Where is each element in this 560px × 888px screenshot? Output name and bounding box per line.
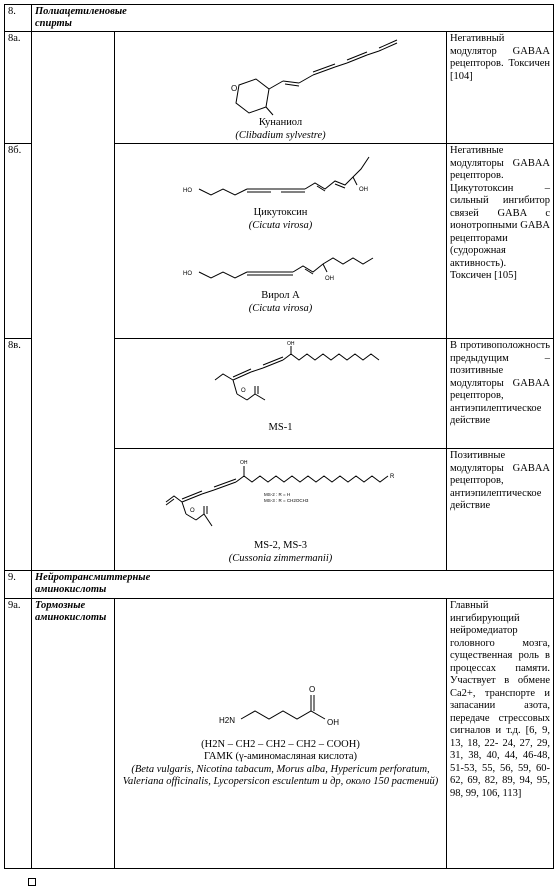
hydroxyl-label: OH (239, 460, 247, 466)
r-group-label: R (389, 474, 394, 480)
structure-cell (115, 144, 447, 339)
row-number: 8а. (5, 32, 32, 144)
carbonyl-label: O (308, 684, 315, 694)
section-number: 8. (5, 5, 32, 32)
virol-a-structure (181, 232, 381, 290)
paragraph-anchor-icon (28, 878, 36, 886)
gaba-formula: (H2N – CH2 – CH2 – CH2 – COOH) (201, 738, 360, 750)
section-title: Нейротрансмиттерные аминокислоты (35, 572, 151, 595)
description-cell: Главный ингибирующий нейромедиатор головного мозга, существенная роль в процессах памяти. Участвует в обмене Ca2+, транспорте и запасании азота, передаче стрессовых сигналов и т.д. [6, 9, 13, 18, 22- 24, 27, 29, 31, 38, 40, 44, 46-48, 51-53, 55, 56, 59, 60-62, 69, 82, 89, 94, 95, 98, 99, 106, 113] (447, 599, 554, 869)
row-number: 9а. (5, 599, 32, 869)
svg-text:O: O (240, 388, 246, 394)
plant-source: (Cicuta virosa) (248, 219, 313, 231)
gaba-structure (201, 679, 361, 739)
structure-cell (115, 32, 447, 144)
hydroxyl-label: OH (286, 341, 294, 347)
section-number: 9. (5, 571, 32, 599)
compound-name: Кунаниол (258, 117, 303, 128)
section-title: Полиацетиленовые спирты (35, 6, 127, 29)
structure-legend: MS-2 : R = H (263, 492, 290, 497)
row-number: 8б. (5, 144, 32, 339)
cicutoxin-structure (181, 145, 381, 207)
description-cell: В противоположность предыдущим – позитивные модуляторы GABAA рецепторов, антиэпилептическое действие (447, 339, 554, 449)
svg-text:O: O (230, 84, 237, 93)
section-row-8 (5, 5, 554, 32)
hydroxyl-label: OH (358, 187, 368, 193)
structure-cell (115, 339, 447, 449)
table-row-8a (5, 32, 554, 144)
plant-source: (Cicuta virosa) (248, 302, 313, 314)
hydroxyl-label: OH (326, 717, 339, 727)
structure-cell (115, 449, 447, 571)
compound-name: Вирол А (261, 290, 300, 301)
compound-name: MS-1 (268, 422, 293, 433)
compound-name: ГАМК (γ-аминомасляная кислота) (203, 751, 357, 762)
compound-name: Цикутоксин (253, 207, 308, 218)
ms2-ms3-structure (156, 450, 406, 540)
description-cell: Негативный модулятор GABAA рецепторов. Токсичен [104] (447, 32, 554, 144)
structure-cell (115, 599, 447, 869)
svg-text:O: O (189, 508, 195, 514)
plant-source: (Clibadium sylvestre) (235, 129, 326, 141)
kunaniol-structure (161, 33, 401, 117)
plant-source: (Cussonia zimmermanii) (228, 552, 333, 564)
group-title: Тормозные аминокислоты (35, 600, 107, 623)
section-row-9 (5, 571, 554, 599)
description-cell: Позитивные модуляторы GABAA рецепторов, антиэпилептическое действие (447, 449, 554, 571)
hydroxyl-label: HO (182, 188, 192, 194)
hydroxyl-label: HO (182, 271, 192, 277)
plant-sources: (Beta vulgaris, Nicotina tabacum, Morus alba, Hypericum perforatum, Valeriana officinalis, Lycopersicon esculentum и др, около 150 растений) (122, 763, 439, 787)
compound-name: MS-2, MS-3 (253, 540, 308, 551)
ms1-structure (171, 340, 391, 422)
hydroxyl-label: OH (324, 276, 334, 282)
amine-label: H2N (218, 715, 235, 725)
description-cell: Негативные модуляторы GABAA рецепторов. Цикутотоксин – сильный ингибитор связей GABA с ионотропными GABA рецепторами (судорожная активность). Токсичен [105] (447, 144, 554, 339)
row-number: 8в. (5, 339, 32, 571)
group-cell-empty (32, 32, 115, 571)
structure-legend: MS-3 : R = CH2OCH3 (263, 498, 308, 503)
table-row-9a (5, 599, 554, 869)
compound-table (4, 4, 554, 869)
